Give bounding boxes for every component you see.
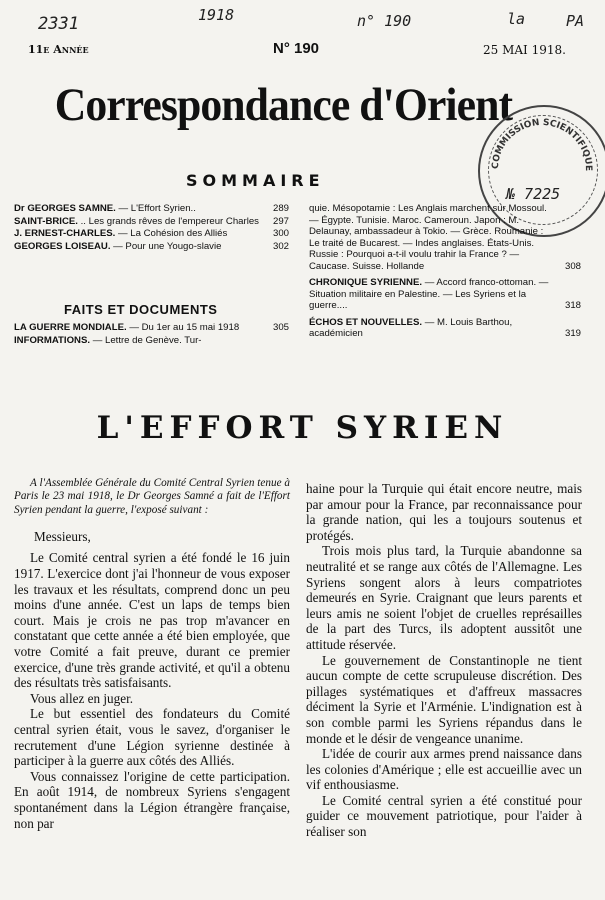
entry-author: CHRONIQUE SYRIENNE. xyxy=(309,277,423,288)
entry-author: ÉCHOS ET NOUVELLES. xyxy=(309,316,423,328)
sommaire-right-column xyxy=(309,203,581,341)
entry-text: — Lettre de Genève. Tur- xyxy=(92,334,202,346)
entry-text: — L'Effort Syrien.. xyxy=(118,203,196,214)
year-label: 11e Année xyxy=(28,43,89,56)
sommaire-title: SOMMAIRE xyxy=(186,171,325,190)
entry-author: INFORMATIONS. xyxy=(14,334,91,346)
entry-text: — Accord franco-ottoman. — Situation militaire en Palestine. — Les Syriens et la guerre.... xyxy=(309,277,549,311)
sommaire-entry xyxy=(14,228,289,240)
entry-text: .. Les grands rêves de l'empereur Charles xyxy=(80,215,259,227)
sommaire-entry xyxy=(309,277,581,312)
issue-date: 25 MAI 1918. xyxy=(483,43,566,57)
article-paragraph: Le gouvernement de Constantinople ne tient aucun compte de cette scrupuleuse discrétion. Des pillages systématiques et d'affreux massacres déciment la Syrie et l'Arménie. L'indignation est à son comble parmi les Syriens répandus dans le monde et le désir de vengeance unanime. xyxy=(306,652,582,746)
article-paragraph: Trois mois plus tard, la Turquie abandonne sa neutralité et se range aux côtés de l'Allemagne. Les Syriens songent alors à leurs compatriotes demeurés en Syrie. Craignant que leurs parents et leurs amis ne soient l'objet de cruelles représailles de la part des Turcs, ils adoptent aussitôt une attitude réservée. xyxy=(306,543,582,652)
entry-text: — La Cohésion des Alliés xyxy=(117,228,228,239)
masthead-title: Correspondance d'Orient xyxy=(54,79,513,131)
article-paragraph: Le but essentiel des fondateurs du Comité central syrien était, vous le savez, d'organiser le recrutement d'une Légion syrienne destinée à participer à la guerre aux côtés des Alliés. xyxy=(14,706,290,769)
handwritten-label: la xyxy=(507,10,526,28)
handwritten-ref: 2331 xyxy=(38,14,79,34)
entry-page: 319 xyxy=(564,328,581,339)
sommaire-entry xyxy=(14,203,289,215)
article-salutation: Messieurs, xyxy=(34,528,91,544)
sommaire-entry xyxy=(14,335,289,347)
article-left-column xyxy=(14,477,290,831)
article-paragraph: L'idée de courir aux armes prend naissance dans les colonies d'Amérique ; elle est accueillie avec un vif enthousiasme. xyxy=(306,746,582,793)
entry-author: LA GUERRE MONDIALE. xyxy=(14,322,127,333)
article-paragraph: Vous connaissez l'origine de cette participation. En août 1914, de nombreux Syriens s'engagent spontanément dans la Légion étrangère française, non par xyxy=(14,768,290,831)
handwritten-code: PA xyxy=(566,12,585,30)
faits-title: FAITS ET DOCUMENTS xyxy=(64,302,218,317)
article-right-column xyxy=(306,481,582,840)
entry-page: 305 xyxy=(272,322,289,333)
entry-page: 300 xyxy=(272,228,289,239)
entry-author: SAINT-BRICE. xyxy=(14,215,78,227)
sommaire-entry xyxy=(14,322,289,334)
svg-text:COMMISSION SCIENTIFIQUE xyxy=(491,118,593,171)
issue-number: N° 190 xyxy=(273,40,320,57)
entry-text: — Du 1er au 15 mai 1918 xyxy=(129,322,240,333)
handwritten-year: 1918 xyxy=(198,6,235,24)
entry-text: quie. Mésopotamie : Les Anglais marchent sur Mossoul. — Égypte. Tunisie. Maroc. Cameroun. Japon : M. Delaunay, ambassadeur à Tokio. — Grèce. Roumanie : Le traité de Bucarest. — Indes anglaises. États-Unis. Russie : Pourquoi a-t-il voulu trahir la France ? — Caucase. Suisse. Hollande xyxy=(309,203,547,272)
sommaire-left-column xyxy=(14,203,289,253)
article-paragraph: Le Comité central syrien a été constitué pour guider ce mouvement patriotique, pour l'aider à réaliser son xyxy=(306,792,582,840)
sommaire-entry xyxy=(14,241,289,253)
sommaire-entry xyxy=(14,216,289,228)
handwritten-number: n° 190 xyxy=(357,12,412,30)
entry-text: — M. Louis Barthou, académicien xyxy=(309,316,513,339)
entry-page: 302 xyxy=(272,240,289,252)
entry-text: — Pour une Yougo-slavie xyxy=(113,240,222,252)
entry-page: 297 xyxy=(272,215,289,227)
article-title: L'EFFORT SYRIEN xyxy=(96,410,509,446)
entry-page: 308 xyxy=(564,260,581,272)
entry-author: J. ERNEST-CHARLES. xyxy=(14,228,116,239)
article-intro: A l'Assemblée Générale du Comité Central Syrien tenue à Paris le 23 mai 1918, le Dr Georges Samné a fait de l'Effort Syrien pendant la guerre, l'exposé suivant : xyxy=(14,477,290,516)
stamp-text: COMMISSION SCIENTIFIQUE xyxy=(490,117,594,172)
article-paragraph: Vous allez en juger. xyxy=(30,690,134,706)
entry-author: GEORGES LOISEAU. xyxy=(14,240,111,252)
sommaire-entry xyxy=(309,203,581,272)
stamp-number: № 7225 xyxy=(506,185,561,203)
entry-author: Dr GEORGES SAMNE. xyxy=(14,203,116,214)
entry-page: 318 xyxy=(564,300,581,311)
article-paragraph: Le Comité central syrien a été fondé le 16 juin 1917. L'exercice dont j'ai l'honneur de vous exposer les travaux et les résultats, comprend donc un peu moins d'une année. C'est un laps de temps bien court. Mais je crois ne pas trop m'avancer en constatant que cette année a été bien employée, que votre Comité a fait preuve, durant ce premier exercice, d'une très grande activité, et qu'il a obtenu des résultats très satisfaisants. xyxy=(14,550,290,691)
faits-column xyxy=(14,322,289,347)
sommaire-entry xyxy=(309,317,581,340)
article-paragraph: haine pour la Turquie qui était encore neutre, mais par amour pour la France, par reconnaissance pour la grande nation, qui les a toujours soutenus et protégés. xyxy=(306,481,582,543)
entry-page: 289 xyxy=(272,203,289,214)
